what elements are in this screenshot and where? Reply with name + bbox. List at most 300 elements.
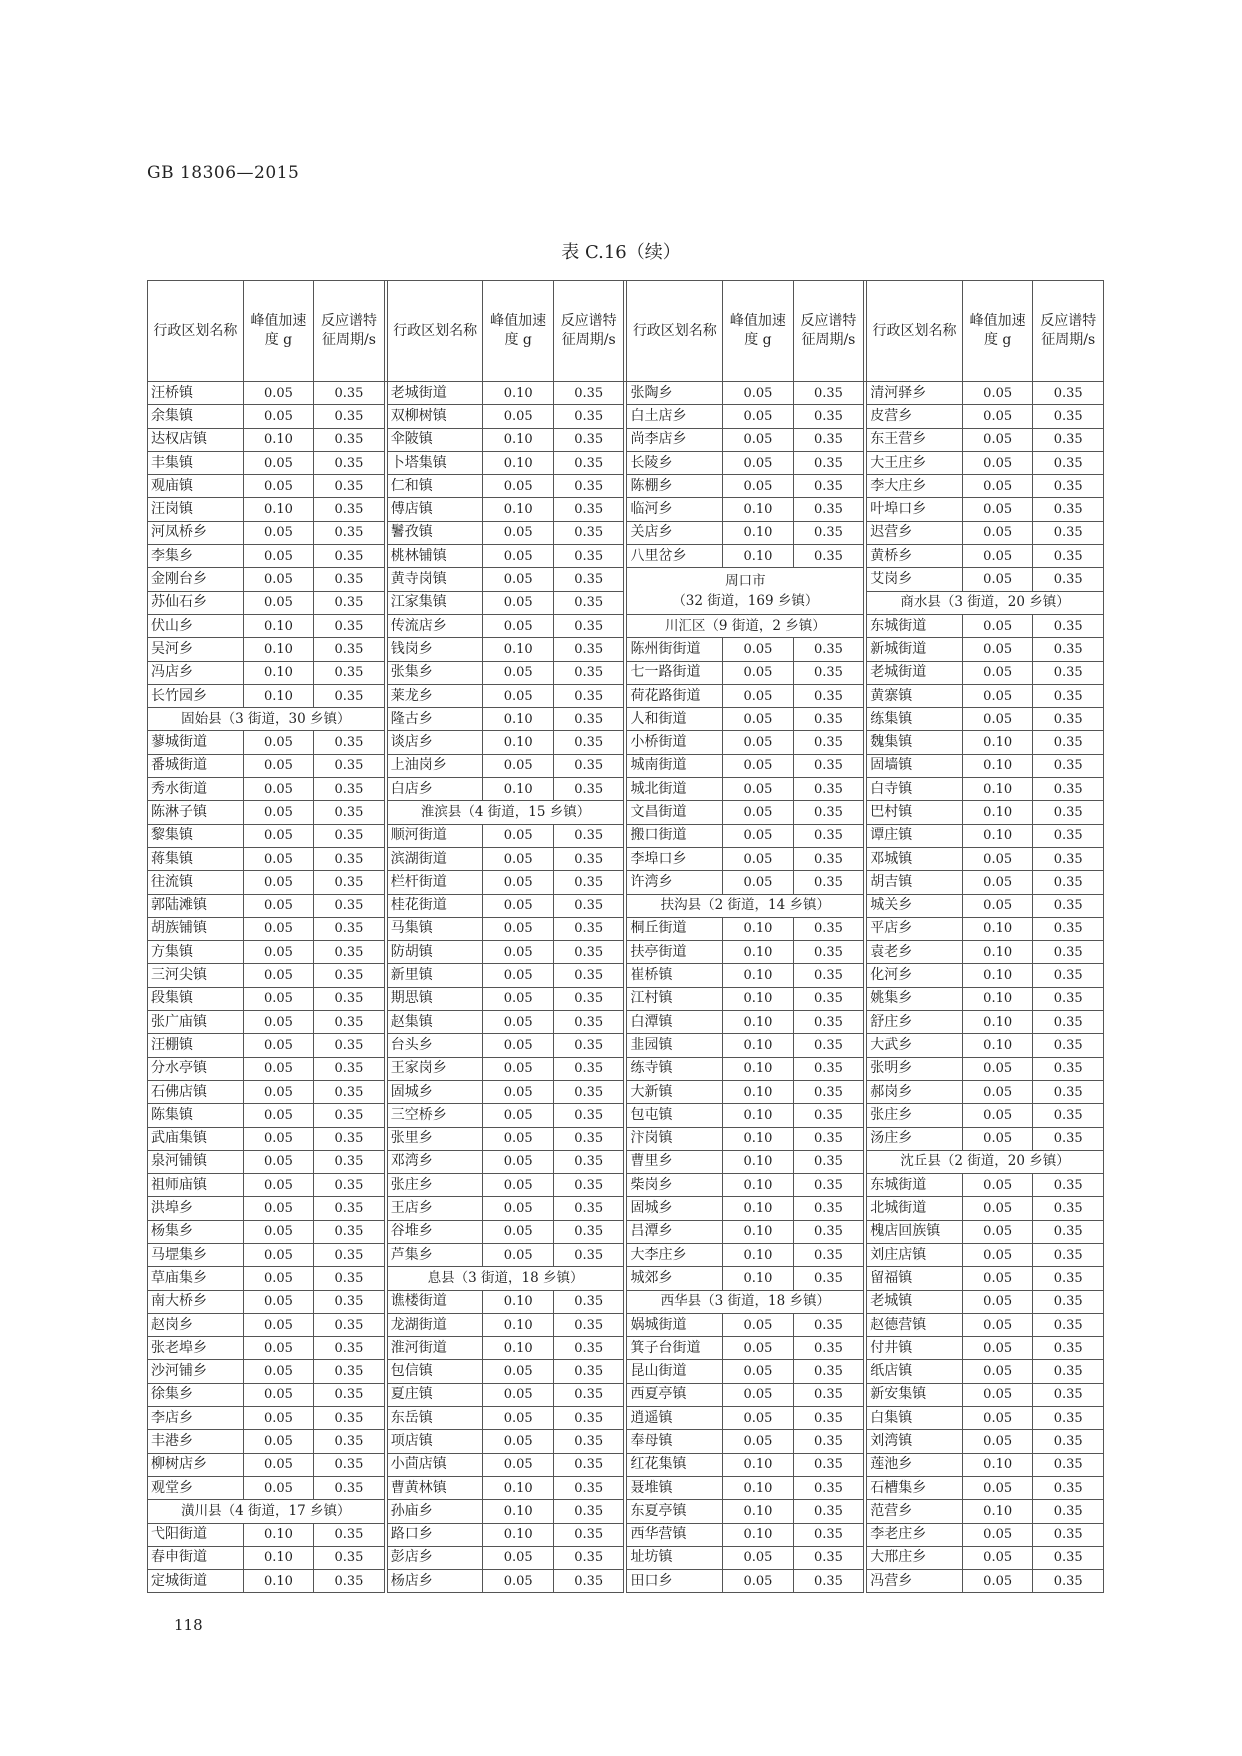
peak-acceleration-cell: 0.05 [483, 917, 554, 940]
peak-acceleration-cell: 0.10 [243, 498, 314, 521]
division-name-cell: 大武乡 [867, 1034, 963, 1057]
peak-acceleration-cell: 0.05 [483, 1360, 554, 1383]
peak-acceleration-cell: 0.10 [723, 1034, 794, 1057]
peak-acceleration-cell: 0.05 [962, 1267, 1033, 1290]
peak-acceleration-cell: 0.10 [962, 778, 1033, 801]
period-cell: 0.35 [314, 1430, 385, 1453]
table-row [148, 1546, 1104, 1569]
division-name-cell: 冯店乡 [148, 661, 244, 684]
division-name-cell: 城南街道 [627, 754, 723, 777]
region-heading: 周口市 [725, 573, 766, 590]
division-name-cell: 东王营乡 [867, 428, 963, 451]
period-cell: 0.35 [793, 1430, 864, 1453]
col-header-period: 反应谱特征周期/s [314, 281, 385, 382]
division-name-cell: 黎集镇 [148, 824, 244, 847]
peak-acceleration-cell: 0.05 [243, 801, 314, 824]
division-name-cell: 大新镇 [627, 1080, 723, 1103]
peak-acceleration-cell: 0.10 [483, 731, 554, 754]
table-row [148, 801, 1104, 824]
table-row [148, 778, 1104, 801]
division-name-cell: 汤庄乡 [867, 1127, 963, 1150]
peak-acceleration-cell: 0.05 [243, 894, 314, 917]
division-name-cell: 姚集乡 [867, 987, 963, 1010]
peak-acceleration-cell: 0.05 [483, 987, 554, 1010]
period-cell: 0.35 [1033, 1523, 1104, 1546]
peak-acceleration-cell: 0.10 [723, 987, 794, 1010]
region-heading-cell: 沈丘县（2 街道，20 乡镇） [867, 1150, 1104, 1173]
division-name-cell: 白土店乡 [627, 405, 723, 428]
peak-acceleration-cell: 0.05 [723, 382, 794, 405]
division-name-cell: 傅店镇 [387, 498, 483, 521]
division-name-cell: 袁老乡 [867, 941, 963, 964]
peak-acceleration-cell: 0.10 [962, 1500, 1033, 1523]
peak-acceleration-cell: 0.10 [962, 1011, 1033, 1034]
division-name-cell: 陈州街街道 [627, 638, 723, 661]
peak-acceleration-cell: 0.05 [962, 894, 1033, 917]
peak-acceleration-cell: 0.05 [243, 1337, 314, 1360]
peak-acceleration-cell: 0.05 [243, 1383, 314, 1406]
period-cell: 0.35 [314, 1337, 385, 1360]
peak-acceleration-cell: 0.05 [483, 475, 554, 498]
division-name-cell: 黄桥乡 [867, 545, 963, 568]
division-name-cell: 余集镇 [148, 405, 244, 428]
peak-acceleration-cell: 0.05 [243, 941, 314, 964]
peak-acceleration-cell: 0.05 [483, 1174, 554, 1197]
division-name-cell: 吕潭乡 [627, 1220, 723, 1243]
peak-acceleration-cell: 0.05 [962, 545, 1033, 568]
period-cell: 0.35 [314, 1570, 385, 1593]
division-name-cell: 纸店镇 [867, 1360, 963, 1383]
peak-acceleration-cell: 0.10 [723, 1150, 794, 1173]
region-heading-cell: 西华县（3 街道，18 乡镇） [627, 1290, 864, 1313]
period-cell: 0.35 [1033, 801, 1104, 824]
period-cell: 0.35 [314, 1407, 385, 1430]
division-name-cell: 东岳镇 [387, 1407, 483, 1430]
division-name-cell: 李集乡 [148, 545, 244, 568]
division-name-cell: 东城街道 [867, 614, 963, 637]
col-header-name: 行政区划名称 [867, 281, 963, 382]
division-name-cell: 上油岗乡 [387, 754, 483, 777]
period-cell: 0.35 [553, 661, 624, 684]
period-cell: 0.35 [553, 1057, 624, 1080]
division-name-cell: 三空桥乡 [387, 1104, 483, 1127]
period-cell: 0.35 [314, 661, 385, 684]
division-name-cell: 汪岗镇 [148, 498, 244, 521]
table-row [148, 428, 1104, 451]
division-name-cell: 刘湾镇 [867, 1430, 963, 1453]
period-cell: 0.35 [793, 1337, 864, 1360]
peak-acceleration-cell: 0.05 [243, 1407, 314, 1430]
period-cell: 0.35 [553, 1104, 624, 1127]
peak-acceleration-cell: 0.05 [243, 964, 314, 987]
peak-acceleration-cell: 0.10 [723, 1104, 794, 1127]
period-cell: 0.35 [793, 1360, 864, 1383]
division-name-cell: 老城街道 [867, 661, 963, 684]
division-name-cell: 皮营乡 [867, 405, 963, 428]
division-name-cell: 清河驿乡 [867, 382, 963, 405]
peak-acceleration-cell: 0.05 [723, 405, 794, 428]
peak-acceleration-cell: 0.05 [243, 1011, 314, 1034]
period-cell: 0.35 [553, 1360, 624, 1383]
period-cell: 0.35 [553, 1407, 624, 1430]
table-row [148, 1430, 1104, 1453]
period-cell: 0.35 [793, 801, 864, 824]
division-name-cell: 丰集镇 [148, 451, 244, 474]
division-name-cell: 临河乡 [627, 498, 723, 521]
period-cell: 0.35 [553, 475, 624, 498]
peak-acceleration-cell: 0.10 [723, 1080, 794, 1103]
period-cell: 0.35 [793, 1034, 864, 1057]
division-name-cell: 伏山乡 [148, 614, 244, 637]
period-cell: 0.35 [1033, 545, 1104, 568]
peak-acceleration-cell: 0.05 [483, 1546, 554, 1569]
peak-acceleration-cell: 0.10 [723, 964, 794, 987]
period-cell: 0.35 [1033, 521, 1104, 544]
table-row [148, 638, 1104, 661]
table-row [148, 1220, 1104, 1243]
division-name-cell: 大王庄乡 [867, 451, 963, 474]
period-cell: 0.35 [1033, 731, 1104, 754]
peak-acceleration-cell: 0.10 [723, 1057, 794, 1080]
table-row [148, 894, 1104, 917]
peak-acceleration-cell: 0.05 [723, 1360, 794, 1383]
period-cell: 0.35 [553, 382, 624, 405]
period-cell: 0.35 [793, 1011, 864, 1034]
period-cell: 0.35 [793, 1476, 864, 1499]
peak-acceleration-cell: 0.10 [723, 1243, 794, 1266]
period-cell: 0.35 [793, 684, 864, 707]
period-cell: 0.35 [553, 1174, 624, 1197]
division-name-cell: 陈集镇 [148, 1104, 244, 1127]
period-cell: 0.35 [1033, 1570, 1104, 1593]
peak-acceleration-cell: 0.05 [962, 1057, 1033, 1080]
division-name-cell: 许湾乡 [627, 871, 723, 894]
period-cell: 0.35 [553, 638, 624, 661]
table-row [148, 871, 1104, 894]
peak-acceleration-cell: 0.10 [723, 498, 794, 521]
division-name-cell: 桐丘街道 [627, 917, 723, 940]
division-name-cell: 白潭镇 [627, 1011, 723, 1034]
peak-acceleration-cell: 0.05 [723, 1430, 794, 1453]
division-name-cell: 徐集乡 [148, 1383, 244, 1406]
peak-acceleration-cell: 0.05 [723, 708, 794, 731]
col-header-accel: 峰值加速度 g [962, 281, 1033, 382]
peak-acceleration-cell: 0.05 [483, 1011, 554, 1034]
division-name-cell: 新里镇 [387, 964, 483, 987]
peak-acceleration-cell: 0.05 [243, 731, 314, 754]
peak-acceleration-cell: 0.05 [962, 428, 1033, 451]
division-name-cell: 固城乡 [627, 1197, 723, 1220]
period-cell: 0.35 [553, 847, 624, 870]
division-name-cell: 谭庄镇 [867, 824, 963, 847]
division-name-cell: 娲城街道 [627, 1313, 723, 1336]
table-row [148, 1080, 1104, 1103]
period-cell: 0.35 [553, 1476, 624, 1499]
peak-acceleration-cell: 0.05 [243, 1150, 314, 1173]
peak-acceleration-cell: 0.05 [483, 1220, 554, 1243]
table-row [148, 731, 1104, 754]
peak-acceleration-cell: 0.05 [483, 871, 554, 894]
period-cell: 0.35 [1033, 1430, 1104, 1453]
period-cell: 0.35 [314, 591, 385, 614]
division-name-cell: 卜塔集镇 [387, 451, 483, 474]
peak-acceleration-cell: 0.05 [243, 1313, 314, 1336]
peak-acceleration-cell: 0.05 [962, 1220, 1033, 1243]
division-name-cell: 大李庄乡 [627, 1243, 723, 1266]
period-cell: 0.35 [793, 521, 864, 544]
col-header-accel: 峰值加速度 g [483, 281, 554, 382]
division-name-cell: 泉河铺镇 [148, 1150, 244, 1173]
period-cell: 0.35 [314, 498, 385, 521]
region-heading-cell [627, 568, 864, 615]
period-cell: 0.35 [1033, 1476, 1104, 1499]
division-name-cell: 艾岗乡 [867, 568, 963, 591]
division-name-cell: 崔桥镇 [627, 964, 723, 987]
peak-acceleration-cell: 0.05 [962, 521, 1033, 544]
division-name-cell: 河凤桥乡 [148, 521, 244, 544]
division-name-cell: 隆古乡 [387, 708, 483, 731]
division-name-cell: 聂堆镇 [627, 1476, 723, 1499]
period-cell: 0.35 [553, 451, 624, 474]
period-cell: 0.35 [553, 1570, 624, 1593]
peak-acceleration-cell: 0.05 [962, 475, 1033, 498]
period-cell: 0.35 [1033, 1243, 1104, 1266]
period-cell: 0.35 [314, 1546, 385, 1569]
division-name-cell: 郝岗乡 [867, 1080, 963, 1103]
division-name-cell: 张集乡 [387, 661, 483, 684]
period-cell: 0.35 [1033, 1080, 1104, 1103]
peak-acceleration-cell: 0.10 [243, 1523, 314, 1546]
division-name-cell: 苏仙石乡 [148, 591, 244, 614]
table-row [148, 614, 1104, 637]
period-cell: 0.35 [1033, 498, 1104, 521]
peak-acceleration-cell: 0.05 [483, 1127, 554, 1150]
period-cell: 0.35 [553, 428, 624, 451]
division-name-cell: 槐店回族镇 [867, 1220, 963, 1243]
period-cell: 0.35 [553, 1243, 624, 1266]
period-cell: 0.35 [1033, 1197, 1104, 1220]
division-name-cell: 汪桥镇 [148, 382, 244, 405]
period-cell: 0.35 [553, 521, 624, 544]
division-name-cell: 搬口街道 [627, 824, 723, 847]
peak-acceleration-cell: 0.05 [723, 475, 794, 498]
col-header-name: 行政区划名称 [627, 281, 723, 382]
period-cell: 0.35 [1033, 1313, 1104, 1336]
division-name-cell: 莱龙乡 [387, 684, 483, 707]
peak-acceleration-cell: 0.10 [483, 1290, 554, 1313]
peak-acceleration-cell: 0.10 [962, 824, 1033, 847]
period-cell: 0.35 [1033, 405, 1104, 428]
period-cell: 0.35 [793, 754, 864, 777]
division-name-cell: 杨集乡 [148, 1220, 244, 1243]
peak-acceleration-cell: 0.05 [243, 451, 314, 474]
division-name-cell: 田口乡 [627, 1570, 723, 1593]
period-cell: 0.35 [793, 1546, 864, 1569]
period-cell: 0.35 [314, 1034, 385, 1057]
peak-acceleration-cell: 0.05 [962, 871, 1033, 894]
period-cell: 0.35 [314, 1360, 385, 1383]
division-name-cell: 红花集镇 [627, 1453, 723, 1476]
period-cell: 0.35 [1033, 1546, 1104, 1569]
period-cell: 0.35 [553, 1080, 624, 1103]
period-cell: 0.35 [1033, 987, 1104, 1010]
peak-acceleration-cell: 0.10 [483, 498, 554, 521]
col-header-period: 反应谱特征周期/s [553, 281, 624, 382]
division-name-cell: 丰港乡 [148, 1430, 244, 1453]
peak-acceleration-cell: 0.10 [723, 917, 794, 940]
peak-acceleration-cell: 0.05 [483, 614, 554, 637]
col-header-accel: 峰值加速度 g [243, 281, 314, 382]
division-name-cell: 夏庄镇 [387, 1383, 483, 1406]
division-name-cell: 包屯镇 [627, 1104, 723, 1127]
table-row [148, 824, 1104, 847]
period-cell: 0.35 [553, 1500, 624, 1523]
table-row [148, 1243, 1104, 1266]
division-name-cell: 杨店乡 [387, 1570, 483, 1593]
division-name-cell: 江村镇 [627, 987, 723, 1010]
period-cell: 0.35 [793, 498, 864, 521]
peak-acceleration-cell: 0.10 [962, 754, 1033, 777]
table-row [148, 1267, 1104, 1290]
period-cell: 0.35 [1033, 964, 1104, 987]
peak-acceleration-cell: 0.05 [962, 405, 1033, 428]
peak-acceleration-cell: 0.05 [962, 1407, 1033, 1430]
division-name-cell: 赵德营镇 [867, 1313, 963, 1336]
period-cell: 0.35 [793, 1267, 864, 1290]
peak-acceleration-cell: 0.10 [243, 638, 314, 661]
peak-acceleration-cell: 0.05 [243, 847, 314, 870]
period-cell: 0.35 [793, 451, 864, 474]
peak-acceleration-cell: 0.05 [723, 1570, 794, 1593]
period-cell: 0.35 [793, 1174, 864, 1197]
division-name-cell: 舒庄乡 [867, 1011, 963, 1034]
division-name-cell: 仁和镇 [387, 475, 483, 498]
peak-acceleration-cell: 0.05 [723, 638, 794, 661]
table-row [148, 1523, 1104, 1546]
table-row [148, 1197, 1104, 1220]
division-name-cell: 观堂乡 [148, 1476, 244, 1499]
table-row [148, 1476, 1104, 1499]
peak-acceleration-cell: 0.05 [962, 1313, 1033, 1336]
division-name-cell: 桃林铺镇 [387, 545, 483, 568]
period-cell: 0.35 [314, 428, 385, 451]
division-name-cell: 胡族铺镇 [148, 917, 244, 940]
division-name-cell: 赵岗乡 [148, 1313, 244, 1336]
period-cell: 0.35 [553, 1313, 624, 1336]
peak-acceleration-cell: 0.05 [962, 1127, 1033, 1150]
peak-acceleration-cell: 0.05 [243, 1430, 314, 1453]
table-row [148, 521, 1104, 544]
division-name-cell: 祖师庙镇 [148, 1174, 244, 1197]
period-cell: 0.35 [1033, 824, 1104, 847]
division-name-cell: 石槽集乡 [867, 1476, 963, 1499]
division-name-cell: 谯楼街道 [387, 1290, 483, 1313]
peak-acceleration-cell: 0.05 [723, 1337, 794, 1360]
period-cell: 0.35 [1033, 1011, 1104, 1034]
peak-acceleration-cell: 0.10 [962, 731, 1033, 754]
period-cell: 0.35 [314, 614, 385, 637]
period-cell: 0.35 [793, 638, 864, 661]
table-row [148, 1337, 1104, 1360]
table-row [148, 568, 1104, 591]
division-name-cell: 老城街道 [387, 382, 483, 405]
peak-acceleration-cell: 0.05 [243, 1243, 314, 1266]
peak-acceleration-cell: 0.05 [962, 1290, 1033, 1313]
division-name-cell: 孙庙乡 [387, 1500, 483, 1523]
division-name-cell: 李大庄乡 [867, 475, 963, 498]
period-cell: 0.35 [1033, 941, 1104, 964]
peak-acceleration-cell: 0.05 [962, 1546, 1033, 1569]
division-name-cell: 大邢庄乡 [867, 1546, 963, 1569]
peak-acceleration-cell: 0.10 [483, 1337, 554, 1360]
division-name-cell: 汴岗镇 [627, 1127, 723, 1150]
peak-acceleration-cell: 0.05 [723, 801, 794, 824]
peak-acceleration-cell: 0.10 [723, 545, 794, 568]
period-cell: 0.35 [314, 1080, 385, 1103]
division-name-cell: 邓湾乡 [387, 1150, 483, 1173]
peak-acceleration-cell: 0.05 [962, 1337, 1033, 1360]
region-heading-cell: 扶沟县（2 街道，14 乡镇） [627, 894, 864, 917]
period-cell: 0.35 [314, 521, 385, 544]
period-cell: 0.35 [553, 1150, 624, 1173]
peak-acceleration-cell: 0.05 [962, 684, 1033, 707]
col-header-name: 行政区划名称 [387, 281, 483, 382]
peak-acceleration-cell: 0.10 [723, 1220, 794, 1243]
peak-acceleration-cell: 0.05 [483, 521, 554, 544]
division-name-cell: 彭店乡 [387, 1546, 483, 1569]
table-row [148, 684, 1104, 707]
division-name-cell: 人和街道 [627, 708, 723, 731]
peak-acceleration-cell: 0.05 [483, 568, 554, 591]
table-row [148, 1104, 1104, 1127]
region-heading-cell: 潢川县（4 街道，17 乡镇） [148, 1500, 385, 1523]
table-row [148, 754, 1104, 777]
peak-acceleration-cell: 0.05 [962, 1080, 1033, 1103]
peak-acceleration-cell: 0.05 [962, 498, 1033, 521]
period-cell: 0.35 [1033, 1360, 1104, 1383]
period-cell: 0.35 [553, 1290, 624, 1313]
peak-acceleration-cell: 0.05 [962, 1197, 1033, 1220]
peak-acceleration-cell: 0.05 [723, 684, 794, 707]
peak-acceleration-cell: 0.05 [243, 754, 314, 777]
division-name-cell: 城北街道 [627, 778, 723, 801]
peak-acceleration-cell: 0.10 [962, 941, 1033, 964]
period-cell: 0.35 [793, 1383, 864, 1406]
period-cell: 0.35 [1033, 638, 1104, 661]
standard-code: GB 18306—2015 [147, 163, 300, 183]
division-name-cell: 马堽集乡 [148, 1243, 244, 1266]
division-name-cell: 八里岔乡 [627, 545, 723, 568]
peak-acceleration-cell: 0.10 [243, 1570, 314, 1593]
period-cell: 0.35 [314, 1197, 385, 1220]
period-cell: 0.35 [553, 1127, 624, 1150]
period-cell: 0.35 [793, 475, 864, 498]
period-cell: 0.35 [314, 917, 385, 940]
peak-acceleration-cell: 0.05 [962, 1243, 1033, 1266]
period-cell: 0.35 [553, 964, 624, 987]
period-cell: 0.35 [793, 1243, 864, 1266]
peak-acceleration-cell: 0.05 [243, 1220, 314, 1243]
division-name-cell: 柴岗乡 [627, 1174, 723, 1197]
peak-acceleration-cell: 0.05 [723, 661, 794, 684]
peak-acceleration-cell: 0.10 [483, 1523, 554, 1546]
peak-acceleration-cell: 0.05 [483, 1407, 554, 1430]
division-name-cell: 七一路街道 [627, 661, 723, 684]
division-name-cell: 张陶乡 [627, 382, 723, 405]
peak-acceleration-cell: 0.05 [483, 1430, 554, 1453]
division-name-cell: 留福镇 [867, 1267, 963, 1290]
division-name-cell: 小茴店镇 [387, 1453, 483, 1476]
